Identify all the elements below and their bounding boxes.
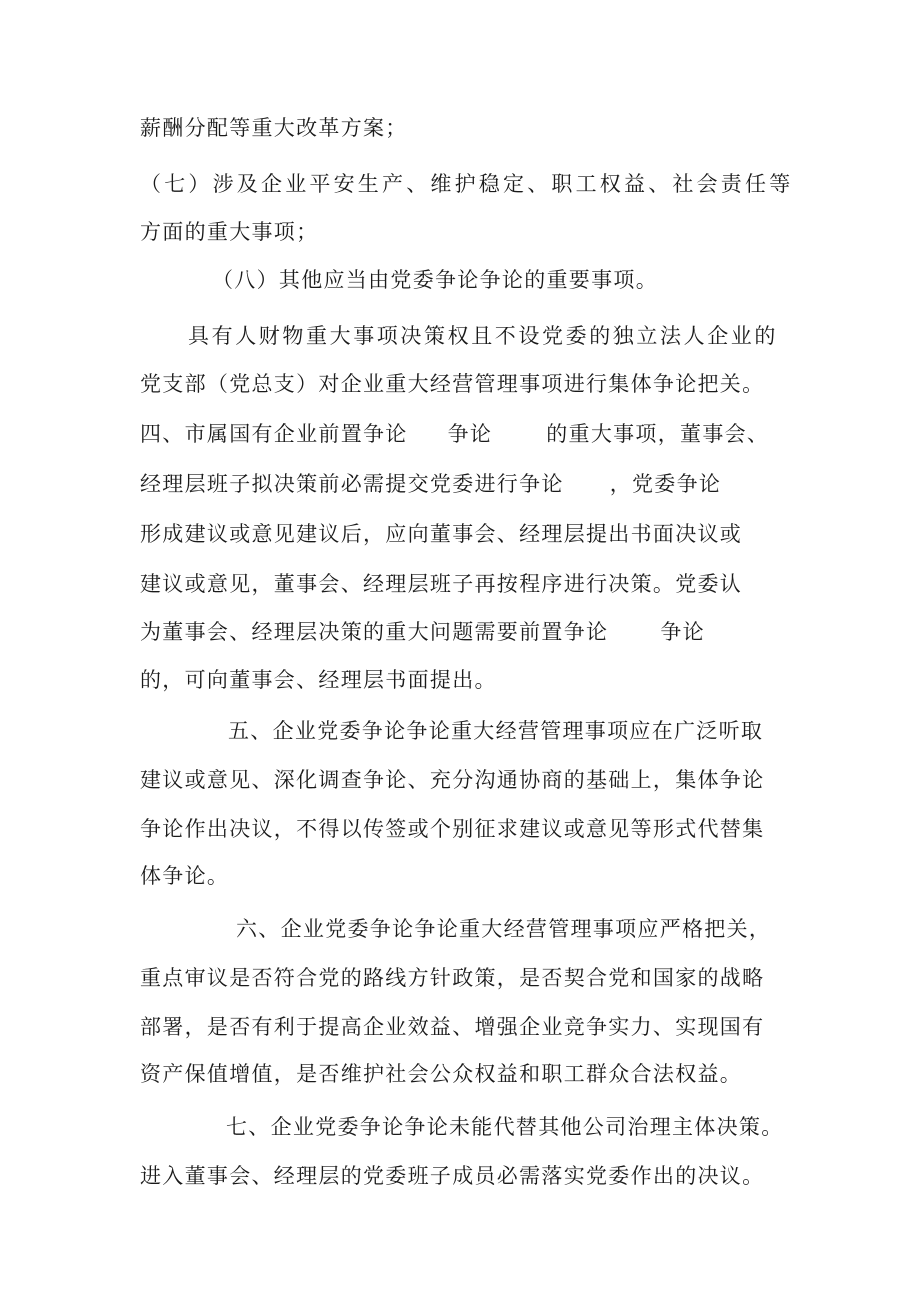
- text-segment: 争论: [660, 620, 705, 644]
- text-line: 进入董事会、经理层的党委班子成员必需落实党委作出的决议。: [140, 1164, 765, 1188]
- text-line: 六、企业党委争论争论重大经营管理事项应严格把关，: [236, 917, 772, 941]
- text-line: [140, 420, 769, 448]
- text-line: （七）涉及企业平安生产、维护稳定、职工权益、社会责任等: [140, 172, 794, 196]
- text-line: 资产保值增值，是否维护社会公众权益和职工群众合法权益。: [140, 1062, 743, 1086]
- text-line: 七、企业党委争论争论未能代替其他公司治理主体决策。: [226, 1115, 784, 1139]
- text-line: （八）其他应当由党委争论争论的重要事项。: [212, 268, 658, 292]
- text-line: 建议或意见，董事会、经理层班子再按程序进行决策。党委认: [140, 572, 743, 596]
- text-segment: 四、市属国有企业前置争论: [140, 422, 408, 446]
- text-line: 建议或意见、深化调查争论、充分沟通协商的基础上，集体争论: [140, 768, 765, 792]
- text-line: [140, 618, 705, 646]
- text-segment: 为董事会、经理层决策的重大问题需要前置争论: [140, 620, 609, 644]
- text-line: 薪酬分配等重大改革方案；: [140, 116, 408, 140]
- text-line: 争论作出决议，不得以传签或个别征求建议或意见等形式代替集: [140, 817, 765, 841]
- text-segment: 争论: [447, 422, 493, 446]
- text-line: 方面的重大事项；: [140, 220, 319, 244]
- text-segment: ，党委争论: [609, 472, 722, 496]
- text-line: 的，可向董事会、经理层书面提出。: [140, 668, 497, 692]
- text-segment: 的重大事项，董事会、: [546, 422, 770, 446]
- text-line: 具有人财物重大事项决策权且不设党委的独立法人企业的: [188, 324, 778, 348]
- text-line: 重点审议是否符合党的路线方针政策，是否契合党和国家的战略: [140, 966, 765, 990]
- text-line: 党支部（党总支）对企业重大经营管理事项进行集体争论把关。: [140, 372, 765, 396]
- text-line: 形成建议或意见建议后，应向董事会、经理层提出书面决议或: [140, 522, 743, 546]
- text-line: [140, 470, 721, 498]
- text-line: 五、企业党委争论争论重大经营管理事项应在广泛听取: [228, 719, 764, 743]
- text-line: 部署，是否有利于提高企业效益、增强企业竞争实力、实现国有: [140, 1015, 765, 1039]
- text-line: 体争论。: [140, 864, 230, 888]
- text-segment: 经理层班子拟决策前必需提交党委进行争论: [140, 472, 564, 496]
